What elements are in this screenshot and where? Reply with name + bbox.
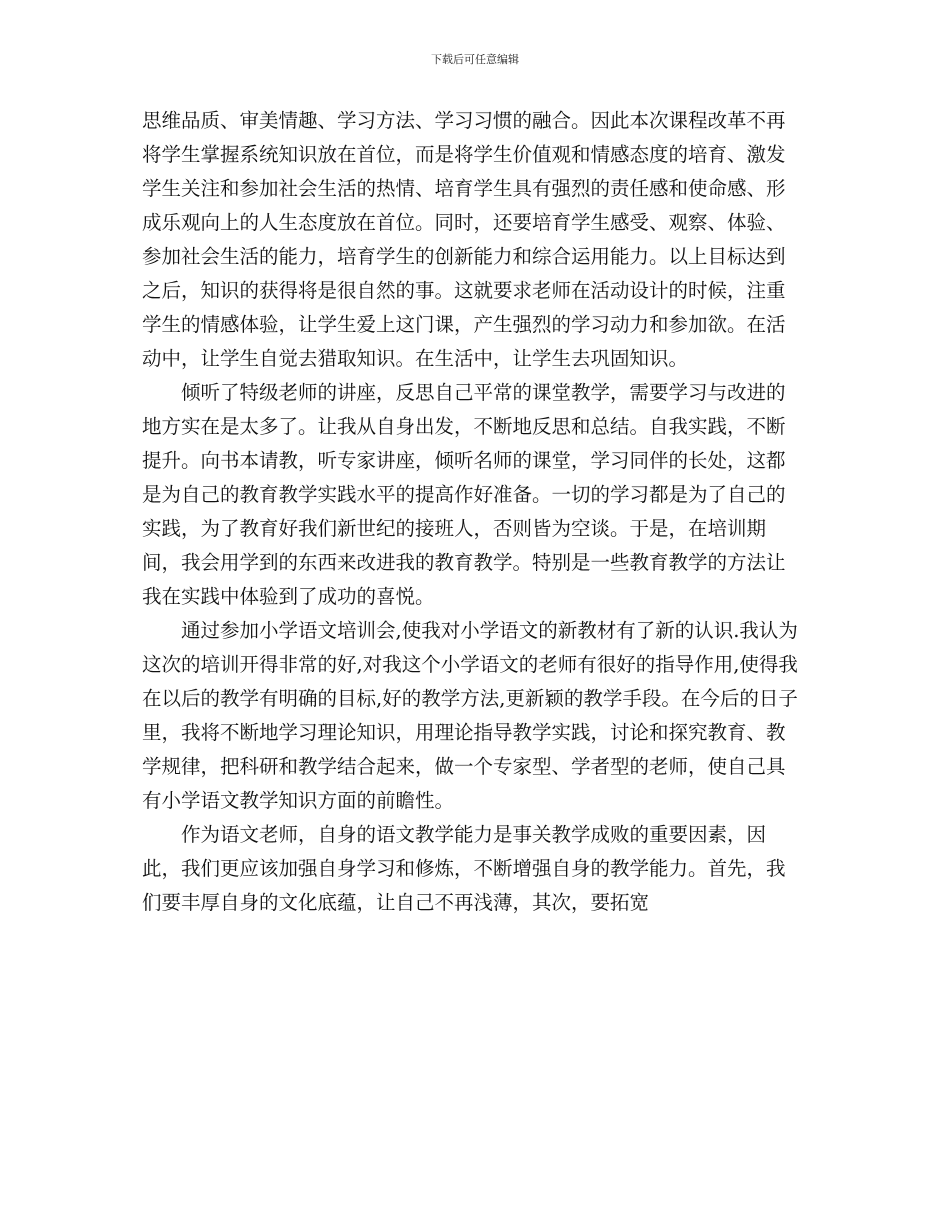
document-body xyxy=(142,104,802,920)
paragraph-continuation: 思维品质、审美情趣、学习方法、学习习惯的融合。因此本次课程改革不再将学生掌握系统知识放在首位，而是将学生价值观和情感态度的培育、激发学生关注和参加社会生活的热情、培育学生具有强烈的责任感和使命感、形成乐观向上的人生态度放在首位。同时，还要培育学生感受、观察、体验、参加社会生活的能力，培育学生的创新能力和综合运用能力。以上目标达到之后，知识的获得将是很自然的事。这就要求老师在活动设计的时候，注重学生的情感体验，让学生爱上这门课，产生强烈的学习动力和参加欲。在活动中，让学生自觉去猎取知识。在生活中，让学生去巩固知识。 xyxy=(142,109,786,370)
paragraph-training-summary: 通过参加小学语文培训会,使我对小学语文的新教材有了新的认识.我认为这次的培训开得非常的好,对我这个小学语文的老师有很好的指导作用,使得我在以后的教学有明确的目标,好的教学方法,更新颖的教学手段。在今后的日子里，我将不断地学习理论知识，用理论指导教学实践，讨论和探究教育、教学规律，把科研和教学结合起来，做一个专家型、学者型的老师，使自己具有小学语文教学知识方面的前瞻性。 xyxy=(142,619,798,812)
paragraph-lecture-reflection: 倾听了特级老师的讲座，反思自己平常的课堂教学，需要学习与改进的地方实在是太多了。让我从自身出发，不断地反思和总结。自我实践，不断提升。向书本请教，听专家讲座，倾听名师的课堂，学习同伴的长处，这都是为自己的教育教学实践水平的提高作好准备。一切的学习都是为了自己的实践，为了教育好我们新世纪的接班人，否则皆为空谈。于是，在培训期间，我会用学到的东西来改进我的教育教学。特别是一些教育教学的方法让我在实践中体验到了成功的喜悦。 xyxy=(142,381,786,608)
paragraph-teaching-ability: 作为语文老师，自身的语文教学能力是事关教学成败的重要因素，因此，我们更应该加强自身学习和修炼，不断增强自身的教学能力。首先，我们要丰厚自身的文化底蕴，让自己不再浅薄，其次，要拓宽 xyxy=(142,823,786,914)
page-header: 下载后可任意编辑 xyxy=(431,53,519,66)
